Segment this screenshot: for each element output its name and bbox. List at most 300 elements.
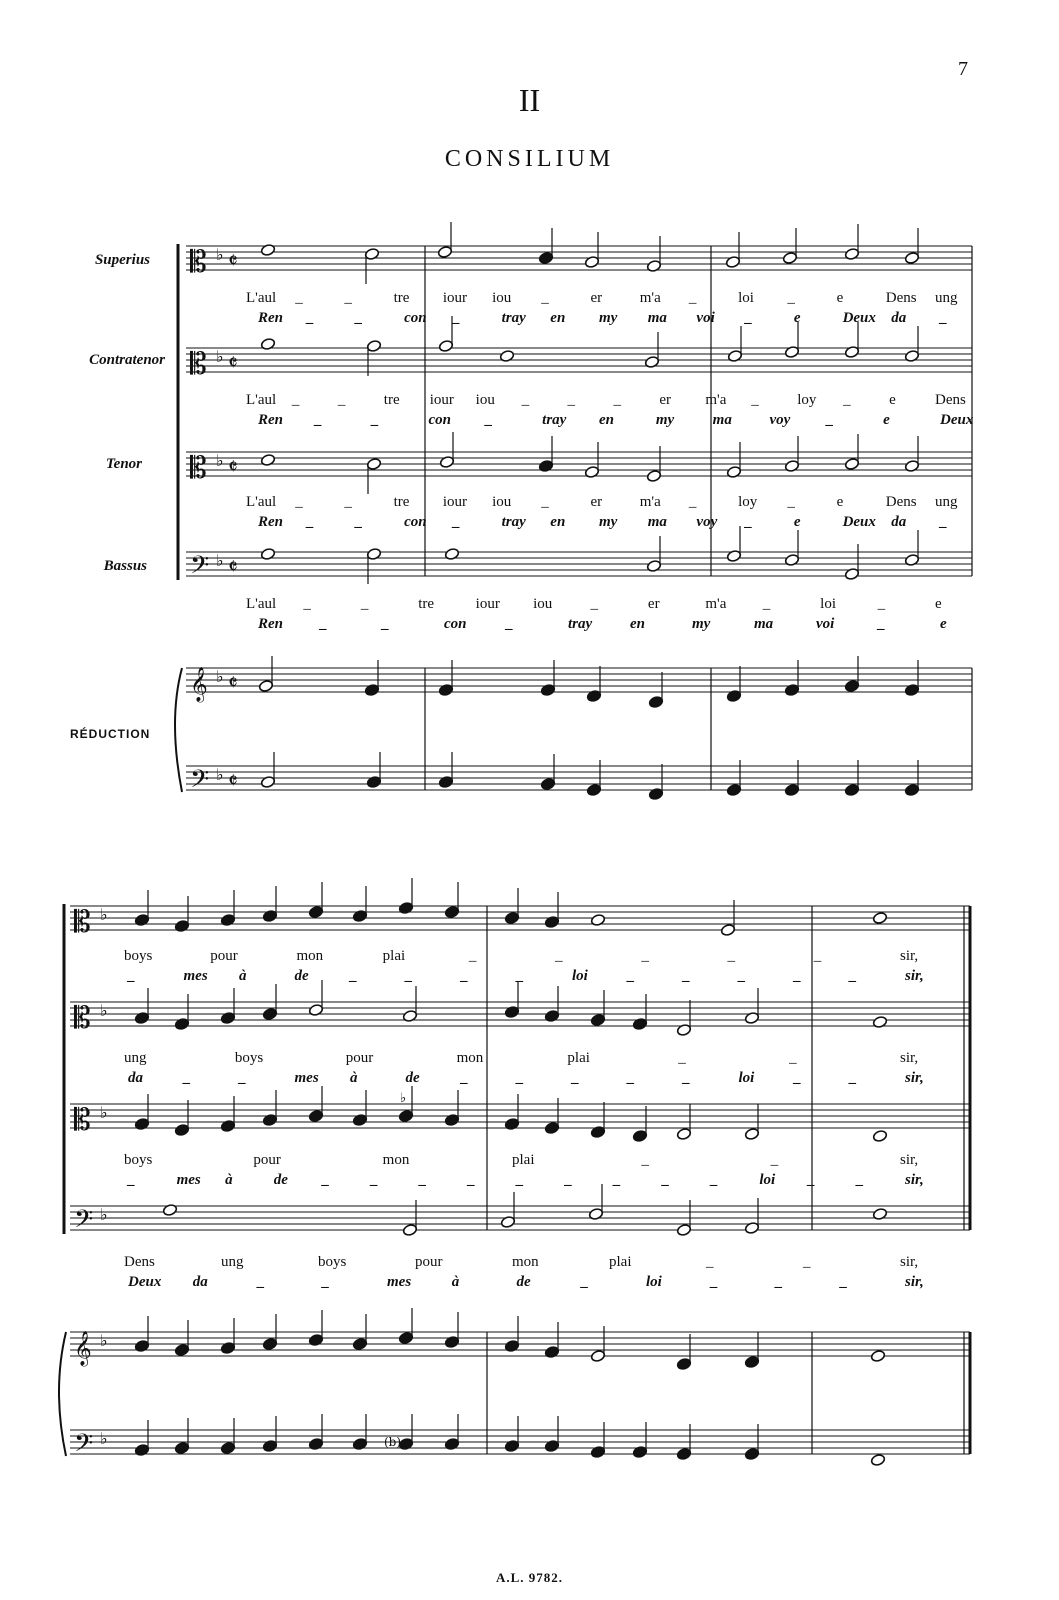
lyric-syllable: _ (516, 968, 524, 984)
lyric-syllable: _ (751, 392, 759, 408)
lyric-syllable: ma (754, 616, 774, 632)
key-signature-flat-icon: ♭ (216, 245, 224, 264)
lyric-syllable: _ (128, 1172, 136, 1188)
lyric-syllable: ung (935, 494, 958, 510)
system1-note-head (584, 255, 599, 268)
system2-note-head (544, 1121, 559, 1134)
lyric-syllable: de (273, 1172, 288, 1188)
lyric-syllable: en (550, 514, 566, 530)
system2-note-head (744, 1447, 759, 1460)
lyric-syllable: _ (940, 310, 948, 326)
system1-note-head (784, 783, 799, 796)
lyric-syllable: _ (849, 968, 857, 984)
clef-icon: 𝄞 (190, 667, 208, 702)
system2-note-head (352, 1113, 367, 1126)
lyric-syllable: _ (683, 968, 691, 984)
system2-note-head (544, 1009, 559, 1022)
lyric-syllable: _ (641, 948, 649, 964)
system1-note-head (726, 783, 741, 796)
lyric-syllable: _ (787, 290, 795, 306)
system2-note-head (676, 1023, 691, 1036)
lyric-syllable: boys (124, 1152, 153, 1168)
voice-label-superius: Superius (94, 252, 150, 268)
system2-note-head (262, 1439, 277, 1452)
system2-note-head (632, 1129, 647, 1142)
lyric-syllable: _ (745, 310, 753, 326)
lyric-syllable: _ (555, 948, 563, 964)
lyric-syllable: boys (124, 948, 153, 964)
editorial-flat-icon: ♭ (400, 1091, 407, 1106)
system1-note-head (904, 251, 919, 264)
system1-note-head (725, 255, 740, 268)
lyric-syllable: mes (387, 1274, 412, 1290)
key-signature-flat-icon: ♭ (216, 451, 224, 470)
system1-note-head (586, 689, 601, 702)
lyric-syllable: _ (641, 1152, 649, 1168)
system1-note-head (364, 247, 379, 260)
lyric-syllable: e (793, 310, 801, 326)
lyric-syllable: _ (877, 596, 886, 612)
system2-note-head (308, 905, 323, 918)
lyric-syllable: sir, (900, 1254, 919, 1270)
lyric-syllable: _ (322, 1274, 330, 1290)
lyric-syllable: _ (452, 310, 461, 326)
lyric-syllable: con (428, 412, 451, 428)
clef-icon: 𝄡 (190, 347, 207, 382)
system2-note-head (308, 1003, 323, 1016)
system2-note-head (352, 1337, 367, 1350)
clef-icon: 𝄡 (190, 451, 207, 486)
lyric-syllable: con (444, 616, 467, 632)
lyric-syllable: loy (738, 494, 758, 510)
lyric-syllable: boys (234, 1050, 264, 1066)
system1-note-head (844, 679, 859, 692)
lyric-syllable: _ (878, 616, 886, 632)
lyric-syllable: _ (794, 968, 802, 984)
lyric-syllable: da (891, 310, 907, 326)
lyric-syllable: voy (696, 514, 718, 530)
time-signature-icon: 𝄵 (228, 671, 238, 696)
clef-icon: 𝄢 (74, 1429, 94, 1464)
lyric-syllable: mes (176, 1172, 201, 1188)
key-signature-flat-icon: ♭ (216, 347, 224, 366)
lyric-syllable: _ (344, 290, 352, 306)
lyric-syllable: _ (572, 1070, 580, 1086)
system1-note-head (260, 243, 275, 256)
lyric-syllable: _ (485, 412, 493, 428)
lyric-syllable: _ (452, 514, 461, 530)
system2-note-head (398, 1331, 413, 1344)
lyric-syllable: _ (419, 1172, 427, 1188)
system2-note-head (174, 1441, 189, 1454)
key-signature-flat-icon: ♭ (216, 667, 224, 686)
lyric-syllable: _ (506, 616, 514, 632)
lyric-syllable: tray (501, 310, 526, 326)
system2-note-head (588, 1207, 603, 1220)
lyric-syllable: pour (253, 1152, 281, 1168)
lyric-syllable: da (128, 1070, 143, 1086)
lyric-syllable: en (599, 412, 614, 428)
system2-note-head (134, 1117, 149, 1130)
lyric-syllable: de (405, 1070, 420, 1086)
system2-note-head (872, 1015, 887, 1028)
lyric-syllable: mon (382, 1152, 410, 1168)
lyric-syllable: iour (429, 392, 454, 408)
system2-note-head (590, 1445, 605, 1458)
system2-note-head (744, 1355, 759, 1368)
system2-note-head (744, 1221, 759, 1234)
system2-note-head (308, 1333, 323, 1346)
system2-note-head (444, 1335, 459, 1348)
system1-note-head (586, 783, 601, 796)
lyric-syllable: _ (762, 596, 771, 612)
lyric-syllable: _ (843, 392, 851, 408)
system2-note-head (504, 1117, 519, 1130)
lyric-syllable: tre (393, 290, 410, 306)
system1-note-head (726, 689, 741, 702)
system2-note-head (744, 1127, 759, 1140)
system1-note-head (784, 553, 799, 566)
lyric-syllable: en (630, 616, 645, 632)
system1-note-head (258, 679, 273, 692)
lyric-syllable: _ (295, 494, 303, 510)
system2-note-head (870, 1349, 885, 1362)
lyric-syllable: _ (382, 616, 390, 632)
system2-note-head (632, 1017, 647, 1030)
lyric-syllable: my (655, 412, 675, 428)
lyric-syllable: e (935, 596, 942, 612)
system1-note-head (366, 339, 381, 352)
lyric-syllable: _ (516, 1070, 524, 1086)
system2-note-head (720, 923, 735, 936)
lyric-syllable: tray (501, 514, 526, 530)
lyric-syllable: my (599, 310, 618, 326)
system2-note-head (504, 1339, 519, 1352)
lyric-syllable: _ (320, 616, 328, 632)
lyric-syllable: _ (295, 290, 303, 306)
lyric-syllable: _ (565, 1172, 573, 1188)
lyric-syllable: _ (688, 290, 697, 306)
system2-note-head (590, 913, 605, 926)
lyric-syllable: loi (820, 596, 836, 612)
lyric-syllable: tray (568, 616, 593, 632)
lyric-syllable: _ (745, 514, 753, 530)
system1-note-head (364, 683, 379, 696)
system2-note-head (220, 1441, 235, 1454)
lyric-syllable: Ren (258, 514, 284, 530)
lyric-syllable: plai (609, 1254, 632, 1270)
system1-note-head (904, 349, 919, 362)
voice-label-bassus: Bassus (103, 558, 147, 574)
lyric-syllable: _ (688, 494, 697, 510)
lyric-syllable: sir, (900, 948, 919, 964)
system2-note-head (174, 919, 189, 932)
lyric-syllable: _ (128, 968, 136, 984)
lyric-syllable: _ (467, 1172, 476, 1188)
system2-note-head (504, 1005, 519, 1018)
lyric-syllable: à (350, 1070, 358, 1086)
key-signature-flat-icon: ♭ (100, 1331, 108, 1350)
lyric-syllable: loy (797, 392, 817, 408)
lyric-syllable: _ (775, 1274, 783, 1290)
lyric-syllable: iou (533, 596, 553, 612)
lyric-syllable: tray (542, 412, 567, 428)
lyric-syllable: voi (816, 616, 835, 632)
key-signature-flat-icon: ♭ (216, 765, 224, 784)
lyric-syllable: _ (322, 1172, 330, 1188)
lyric-syllable: _ (678, 1050, 686, 1066)
lyric-syllable: en (550, 310, 566, 326)
lyric-syllable: my (599, 514, 618, 530)
system2-note-head (544, 1345, 559, 1358)
system2-note-head (398, 1109, 413, 1122)
lyric-syllable: voy (769, 412, 791, 428)
system2-note-head (872, 1129, 887, 1142)
lyric-syllable: tre (383, 392, 400, 408)
lyric-syllable: _ (355, 310, 363, 326)
lyric-syllable: _ (371, 412, 380, 428)
system2-note-head (308, 1437, 323, 1450)
system2-note-head (134, 1443, 149, 1456)
lyric-syllable: _ (257, 1274, 265, 1290)
system1-note-head (439, 455, 454, 468)
system1-note-head (366, 457, 381, 470)
system1-note-head (784, 683, 799, 696)
lyric-syllable: mon (296, 948, 324, 964)
system1-note-head (540, 777, 555, 790)
system1-note-head (584, 465, 599, 478)
lyric-syllable: _ (849, 1070, 857, 1086)
clef-icon: 𝄢 (74, 1205, 94, 1240)
system2-note-head (134, 1339, 149, 1352)
lyric-syllable: e (889, 392, 896, 408)
lyric-syllable: _ (856, 1172, 864, 1188)
lyric-syllable: e (836, 494, 844, 510)
lyric-syllable: _ (590, 596, 598, 612)
lyric-syllable: L'aul (246, 290, 277, 306)
system1-note-head (499, 349, 514, 362)
time-signature-icon: 𝄵 (228, 455, 238, 480)
lyric-syllable: _ (787, 494, 795, 510)
system1-note-head (904, 459, 919, 472)
lyric-syllable: _ (461, 1070, 469, 1086)
footer-plate-number: A.L. 9782. (495, 1570, 564, 1585)
system2-note-head (352, 1437, 367, 1450)
system1-note-head (444, 547, 459, 560)
lyric-syllable: _ (813, 948, 822, 964)
lyric-syllable: _ (567, 392, 576, 408)
system2-note-head (402, 1009, 417, 1022)
lyric-syllable: _ (581, 1274, 589, 1290)
lyric-syllable: m'a (705, 392, 727, 408)
key-signature-flat-icon: ♭ (100, 1103, 108, 1122)
system1-note-head (646, 469, 661, 482)
key-signature-flat-icon: ♭ (100, 1001, 108, 1020)
lyric-syllable: _ (306, 310, 315, 326)
system1-note-head (782, 251, 797, 264)
system2-note-head (262, 1007, 277, 1020)
lyric-syllable: e (940, 616, 947, 632)
lyric-syllable: de (516, 1274, 531, 1290)
system2-note-head (676, 1223, 691, 1236)
system2-note-head (590, 1349, 605, 1362)
system1-note-head (646, 559, 661, 572)
lyric-syllable: ung (935, 290, 958, 306)
lyric-syllable: _ (706, 1254, 714, 1270)
system1-note-head (538, 251, 553, 264)
lyric-syllable: da (192, 1274, 208, 1290)
system1-note-head (784, 345, 799, 358)
lyric-syllable: _ (710, 1274, 719, 1290)
system2-note-head (134, 1011, 149, 1024)
lyric-syllable: ma (712, 412, 732, 428)
system2-note-head (220, 913, 235, 926)
time-signature-icon: 𝄵 (228, 351, 238, 376)
system1-note-head (648, 787, 663, 800)
system2-note-head (352, 909, 367, 922)
lyric-syllable: m'a (639, 290, 661, 306)
system2-note-head (500, 1215, 515, 1228)
lyric-syllable: Ren (258, 412, 284, 428)
lyric-syllable: à (239, 968, 247, 984)
lyric-syllable: _ (627, 1070, 635, 1086)
lyric-syllable: _ (360, 596, 369, 612)
lyric-syllable: _ (314, 412, 323, 428)
lyric-syllable: loi (738, 1070, 755, 1086)
lyric-syllable: _ (613, 1172, 622, 1188)
system1-note-head (844, 783, 859, 796)
system1-note-head (726, 465, 741, 478)
system1-note-head (844, 567, 859, 580)
system2-note-head (162, 1203, 177, 1216)
lyric-syllable: _ (738, 968, 746, 984)
piece-title: CONSILIUM (444, 146, 615, 172)
system1-note-head (646, 259, 661, 272)
lyric-syllable: Dens (885, 494, 917, 510)
lyric-syllable: sir, (900, 1152, 919, 1168)
lyric-syllable: sir, (905, 968, 924, 984)
lyric-syllable: iour (442, 290, 468, 306)
lyric-syllable: _ (355, 514, 363, 530)
system2-note-head (544, 915, 559, 928)
system1-note-head (437, 245, 452, 258)
clef-icon: 𝄞 (74, 1331, 92, 1366)
lyric-syllable: _ (303, 596, 311, 612)
system2-note-head (262, 1113, 277, 1126)
lyric-syllable: _ (662, 1172, 670, 1188)
lyric-syllable: iou (492, 290, 512, 306)
lyric-syllable: _ (541, 494, 549, 510)
lyric-syllable: er (590, 494, 603, 510)
system2-note-head (262, 909, 277, 922)
lyric-syllable: Ren (258, 310, 284, 326)
key-signature-flat-icon: ♭ (100, 1205, 108, 1224)
system1-note-head (260, 775, 275, 788)
lyric-syllable: Deux (940, 412, 974, 428)
system2-note-head (872, 1207, 887, 1220)
lyric-syllable: er (647, 596, 660, 612)
lyric-syllable: boys (318, 1254, 347, 1270)
lyric-syllable: _ (940, 514, 948, 530)
lyric-syllable: Dens (885, 290, 917, 306)
system1-note-head (648, 695, 663, 708)
lyric-syllable: _ (803, 1254, 811, 1270)
lyric-syllable: plai (382, 948, 406, 964)
system2-note-head (402, 1223, 417, 1236)
system1-note-head (538, 459, 553, 472)
time-signature-icon: 𝄵 (228, 555, 238, 580)
lyric-syllable: Deux (842, 514, 876, 530)
lyric-syllable: er (590, 290, 603, 306)
lyric-syllable: iou (475, 392, 495, 408)
system1-note-head (904, 683, 919, 696)
lyric-syllable: voi (696, 310, 715, 326)
system1-note-head (904, 783, 919, 796)
lyric-syllable: iour (442, 494, 468, 510)
system2-note-head (676, 1357, 691, 1370)
lyric-syllable: _ (683, 1070, 691, 1086)
lyric-syllable: mes (294, 1070, 319, 1086)
reduction-brace-icon (175, 668, 182, 792)
lyric-syllable: _ (770, 1152, 779, 1168)
system2-note-head (544, 1439, 559, 1452)
lyric-syllable: ung (124, 1050, 147, 1066)
lyric-syllable: _ (710, 1172, 719, 1188)
lyric-syllable: pour (210, 948, 238, 964)
editorial-accidental-label: (b) (384, 1435, 402, 1449)
lyric-syllable: L'aul (246, 494, 277, 510)
lyric-syllable: _ (840, 1274, 848, 1290)
voice-label-tenor: Tenor (105, 456, 142, 472)
lyric-syllable: mon (456, 1050, 484, 1066)
lyric-syllable: à (451, 1274, 460, 1290)
clef-icon: 𝄡 (74, 1103, 91, 1138)
lyric-syllable: m'a (705, 596, 727, 612)
lyric-syllable: _ (727, 948, 736, 964)
lyric-syllable: _ (350, 968, 358, 984)
system1-note-head (844, 247, 859, 260)
clef-icon: 𝄢 (190, 551, 210, 586)
lyric-syllable: loi (759, 1172, 776, 1188)
clef-icon: 𝄡 (74, 905, 91, 940)
lyric-syllable: _ (291, 392, 300, 408)
lyric-syllable: _ (826, 412, 834, 428)
system2-note-head (134, 913, 149, 926)
system1-note-head (366, 775, 381, 788)
lyric-syllable: Dens (124, 1254, 155, 1270)
lyric-syllable: con (404, 514, 427, 530)
lyric-syllable: _ (337, 392, 346, 408)
lyric-syllable: tre (418, 596, 435, 612)
system2-note-head (220, 1011, 235, 1024)
page-number: 7 (958, 58, 968, 80)
lyric-syllable: de (294, 968, 309, 984)
lyric-syllable: ma (647, 310, 667, 326)
system2-note-head (590, 1125, 605, 1138)
lyric-syllable: pour (415, 1254, 443, 1270)
movement-number: II (518, 82, 541, 118)
system2-note-head (220, 1341, 235, 1354)
lyric-syllable: L'aul (246, 596, 277, 612)
lyric-syllable: _ (344, 494, 352, 510)
lyric-syllable: e (836, 290, 844, 306)
lyric-syllable: _ (239, 1070, 247, 1086)
clef-icon: 𝄡 (74, 1001, 91, 1036)
lyric-syllable: à (225, 1172, 233, 1188)
system2-note-head (632, 1445, 647, 1458)
system2-note-head (590, 1013, 605, 1026)
lyric-syllable: sir, (905, 1274, 924, 1290)
